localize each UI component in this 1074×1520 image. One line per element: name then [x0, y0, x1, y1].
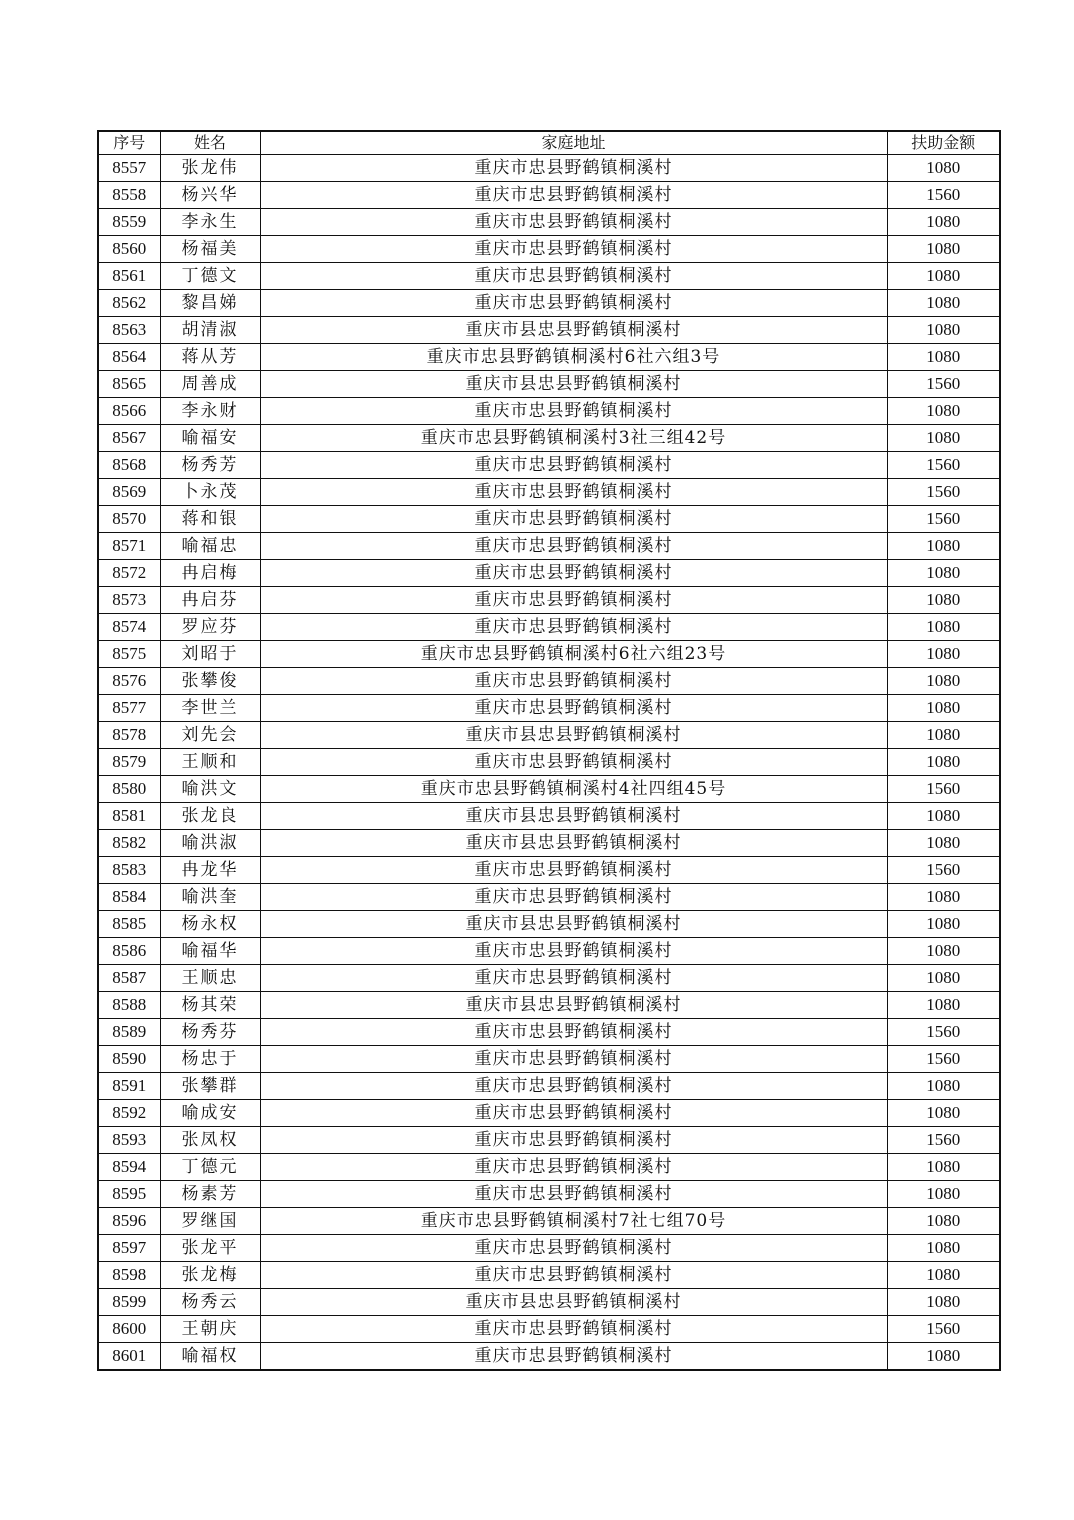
table-row [98, 236, 1000, 263]
table-row [98, 1046, 1000, 1073]
amount-cell: 1080 [887, 263, 1000, 290]
amount-cell: 1080 [887, 1181, 1000, 1208]
address-cell: 重庆市忠县野鹤镇桐溪村 [260, 1262, 887, 1289]
serial-number-cell: 8591 [98, 1073, 160, 1100]
address-cell: 重庆市忠县野鹤镇桐溪村3社三组42号 [260, 425, 887, 452]
serial-number-cell: 8575 [98, 641, 160, 668]
name-cell: 丁德元 [160, 1154, 260, 1181]
name-cell: 杨兴华 [160, 182, 260, 209]
table-row [98, 668, 1000, 695]
serial-number-cell: 8573 [98, 587, 160, 614]
amount-cell: 1560 [887, 452, 1000, 479]
table-row [98, 884, 1000, 911]
address-cell: 重庆市忠县野鹤镇桐溪村 [260, 1181, 887, 1208]
serial-number-cell: 8568 [98, 452, 160, 479]
amount-cell: 1080 [887, 236, 1000, 263]
table-row [98, 776, 1000, 803]
table-row [98, 290, 1000, 317]
header-serial-number: 序号 [98, 131, 160, 155]
address-cell: 重庆市县忠县野鹤镇桐溪村 [260, 1289, 887, 1316]
table-row [98, 371, 1000, 398]
name-cell: 张龙平 [160, 1235, 260, 1262]
serial-number-cell: 8558 [98, 182, 160, 209]
table-row [98, 560, 1000, 587]
serial-number-cell: 8583 [98, 857, 160, 884]
serial-number-cell: 8560 [98, 236, 160, 263]
serial-number-cell: 8574 [98, 614, 160, 641]
amount-cell: 1080 [887, 425, 1000, 452]
address-cell: 重庆市县忠县野鹤镇桐溪村 [260, 911, 887, 938]
name-cell: 张攀俊 [160, 668, 260, 695]
address-cell: 重庆市忠县野鹤镇桐溪村 [260, 209, 887, 236]
serial-number-cell: 8565 [98, 371, 160, 398]
amount-cell: 1080 [887, 911, 1000, 938]
name-cell: 冉启芬 [160, 587, 260, 614]
serial-number-cell: 8582 [98, 830, 160, 857]
table-row [98, 911, 1000, 938]
table-row [98, 1262, 1000, 1289]
table-row [98, 992, 1000, 1019]
address-cell: 重庆市忠县野鹤镇桐溪村 [260, 1343, 887, 1371]
amount-cell: 1080 [887, 884, 1000, 911]
address-cell: 重庆市忠县野鹤镇桐溪村 [260, 263, 887, 290]
address-cell: 重庆市忠县野鹤镇桐溪村 [260, 155, 887, 182]
name-cell: 喻福华 [160, 938, 260, 965]
table-row [98, 1181, 1000, 1208]
address-cell: 重庆市忠县野鹤镇桐溪村 [260, 560, 887, 587]
address-cell: 重庆市县忠县野鹤镇桐溪村 [260, 722, 887, 749]
serial-number-cell: 8559 [98, 209, 160, 236]
address-cell: 重庆市忠县野鹤镇桐溪村4社四组45号 [260, 776, 887, 803]
amount-cell: 1080 [887, 695, 1000, 722]
address-cell: 重庆市忠县野鹤镇桐溪村7社七组70号 [260, 1208, 887, 1235]
amount-cell: 1080 [887, 1289, 1000, 1316]
serial-number-cell: 8589 [98, 1019, 160, 1046]
serial-number-cell: 8600 [98, 1316, 160, 1343]
name-cell: 张龙伟 [160, 155, 260, 182]
serial-number-cell: 8593 [98, 1127, 160, 1154]
table-row [98, 1127, 1000, 1154]
name-cell: 杨忠于 [160, 1046, 260, 1073]
table-row [98, 803, 1000, 830]
address-cell: 重庆市忠县野鹤镇桐溪村 [260, 1046, 887, 1073]
amount-cell: 1080 [887, 317, 1000, 344]
address-cell: 重庆市忠县野鹤镇桐溪村6社六组3号 [260, 344, 887, 371]
amount-cell: 1560 [887, 506, 1000, 533]
amount-cell: 1560 [887, 776, 1000, 803]
name-cell: 王顺忠 [160, 965, 260, 992]
table-row [98, 587, 1000, 614]
table-row [98, 344, 1000, 371]
serial-number-cell: 8592 [98, 1100, 160, 1127]
name-cell: 喻福权 [160, 1343, 260, 1371]
amount-cell: 1080 [887, 1343, 1000, 1371]
address-cell: 重庆市忠县野鹤镇桐溪村 [260, 1019, 887, 1046]
serial-number-cell: 8563 [98, 317, 160, 344]
table-row [98, 209, 1000, 236]
name-cell: 冉龙华 [160, 857, 260, 884]
address-cell: 重庆市忠县野鹤镇桐溪村 [260, 1235, 887, 1262]
amount-cell: 1080 [887, 560, 1000, 587]
name-cell: 李世兰 [160, 695, 260, 722]
name-cell: 杨其荣 [160, 992, 260, 1019]
name-cell: 李永财 [160, 398, 260, 425]
serial-number-cell: 8561 [98, 263, 160, 290]
serial-number-cell: 8579 [98, 749, 160, 776]
serial-number-cell: 8586 [98, 938, 160, 965]
amount-cell: 1080 [887, 614, 1000, 641]
serial-number-cell: 8590 [98, 1046, 160, 1073]
serial-number-cell: 8584 [98, 884, 160, 911]
name-cell: 冉启梅 [160, 560, 260, 587]
name-cell: 张凤权 [160, 1127, 260, 1154]
name-cell: 张攀群 [160, 1073, 260, 1100]
name-cell: 喻福安 [160, 425, 260, 452]
address-cell: 重庆市忠县野鹤镇桐溪村 [260, 506, 887, 533]
table-row [98, 1316, 1000, 1343]
table-row [98, 1100, 1000, 1127]
address-cell: 重庆市忠县野鹤镇桐溪村 [260, 614, 887, 641]
amount-cell: 1080 [887, 1208, 1000, 1235]
name-cell: 黎昌娣 [160, 290, 260, 317]
amount-cell: 1560 [887, 479, 1000, 506]
serial-number-cell: 8564 [98, 344, 160, 371]
address-cell: 重庆市县忠县野鹤镇桐溪村 [260, 830, 887, 857]
amount-cell: 1080 [887, 290, 1000, 317]
name-cell: 喻福忠 [160, 533, 260, 560]
table-row [98, 398, 1000, 425]
serial-number-cell: 8562 [98, 290, 160, 317]
amount-cell: 1080 [887, 209, 1000, 236]
address-cell: 重庆市县忠县野鹤镇桐溪村 [260, 992, 887, 1019]
name-cell: 胡清淑 [160, 317, 260, 344]
table-row [98, 317, 1000, 344]
name-cell: 张龙梅 [160, 1262, 260, 1289]
table-row [98, 479, 1000, 506]
name-cell: 喻洪淑 [160, 830, 260, 857]
serial-number-cell: 8569 [98, 479, 160, 506]
table-row [98, 425, 1000, 452]
name-cell: 刘昭于 [160, 641, 260, 668]
address-cell: 重庆市忠县野鹤镇桐溪村 [260, 236, 887, 263]
address-cell: 重庆市忠县野鹤镇桐溪村 [260, 1154, 887, 1181]
table-row [98, 749, 1000, 776]
name-cell: 杨福美 [160, 236, 260, 263]
amount-cell: 1080 [887, 533, 1000, 560]
name-cell: 王顺和 [160, 749, 260, 776]
name-cell: 李永生 [160, 209, 260, 236]
header-name: 姓名 [160, 131, 260, 155]
amount-cell: 1080 [887, 1235, 1000, 1262]
address-cell: 重庆市忠县野鹤镇桐溪村 [260, 1127, 887, 1154]
name-cell: 喻洪奎 [160, 884, 260, 911]
name-cell: 喻洪文 [160, 776, 260, 803]
address-cell: 重庆市忠县野鹤镇桐溪村 [260, 182, 887, 209]
serial-number-cell: 8578 [98, 722, 160, 749]
address-cell: 重庆市忠县野鹤镇桐溪村 [260, 965, 887, 992]
amount-cell: 1560 [887, 371, 1000, 398]
name-cell: 蒋从芳 [160, 344, 260, 371]
name-cell: 丁德文 [160, 263, 260, 290]
name-cell: 卜永茂 [160, 479, 260, 506]
amount-cell: 1080 [887, 1073, 1000, 1100]
address-cell: 重庆市忠县野鹤镇桐溪村 [260, 1073, 887, 1100]
amount-cell: 1080 [887, 803, 1000, 830]
amount-cell: 1560 [887, 182, 1000, 209]
serial-number-cell: 8566 [98, 398, 160, 425]
name-cell: 杨永权 [160, 911, 260, 938]
table-row [98, 533, 1000, 560]
address-cell: 重庆市忠县野鹤镇桐溪村 [260, 479, 887, 506]
header-home-address: 家庭地址 [260, 131, 887, 155]
amount-cell: 1080 [887, 830, 1000, 857]
serial-number-cell: 8577 [98, 695, 160, 722]
table-row [98, 857, 1000, 884]
amount-cell: 1080 [887, 587, 1000, 614]
amount-cell: 1080 [887, 1262, 1000, 1289]
amount-cell: 1080 [887, 155, 1000, 182]
table-row [98, 695, 1000, 722]
name-cell: 王朝庆 [160, 1316, 260, 1343]
serial-number-cell: 8596 [98, 1208, 160, 1235]
amount-cell: 1560 [887, 1046, 1000, 1073]
table-row [98, 938, 1000, 965]
table-row [98, 722, 1000, 749]
name-cell: 杨素芳 [160, 1181, 260, 1208]
serial-number-cell: 8571 [98, 533, 160, 560]
serial-number-cell: 8576 [98, 668, 160, 695]
table-header [98, 131, 1000, 155]
serial-number-cell: 8581 [98, 803, 160, 830]
name-cell: 杨秀芬 [160, 1019, 260, 1046]
amount-cell: 1080 [887, 641, 1000, 668]
address-cell: 重庆市忠县野鹤镇桐溪村 [260, 1100, 887, 1127]
table-row [98, 641, 1000, 668]
address-cell: 重庆市忠县野鹤镇桐溪村 [260, 668, 887, 695]
address-cell: 重庆市忠县野鹤镇桐溪村 [260, 938, 887, 965]
name-cell: 周善成 [160, 371, 260, 398]
amount-cell: 1560 [887, 1127, 1000, 1154]
address-cell: 重庆市县忠县野鹤镇桐溪村 [260, 371, 887, 398]
address-cell: 重庆市忠县野鹤镇桐溪村 [260, 533, 887, 560]
table-row [98, 263, 1000, 290]
serial-number-cell: 8597 [98, 1235, 160, 1262]
table-row [98, 182, 1000, 209]
serial-number-cell: 8585 [98, 911, 160, 938]
table-row [98, 1154, 1000, 1181]
serial-number-cell: 8587 [98, 965, 160, 992]
amount-cell: 1080 [887, 398, 1000, 425]
name-cell: 蒋和银 [160, 506, 260, 533]
serial-number-cell: 8599 [98, 1289, 160, 1316]
serial-number-cell: 8601 [98, 1343, 160, 1371]
address-cell: 重庆市县忠县野鹤镇桐溪村 [260, 317, 887, 344]
name-cell: 杨秀云 [160, 1289, 260, 1316]
serial-number-cell: 8567 [98, 425, 160, 452]
amount-cell: 1560 [887, 1019, 1000, 1046]
serial-number-cell: 8598 [98, 1262, 160, 1289]
address-cell: 重庆市忠县野鹤镇桐溪村 [260, 1316, 887, 1343]
table-row [98, 1073, 1000, 1100]
table-row [98, 1208, 1000, 1235]
table-row [98, 1343, 1000, 1371]
name-cell: 喻成安 [160, 1100, 260, 1127]
serial-number-cell: 8594 [98, 1154, 160, 1181]
table-row [98, 452, 1000, 479]
address-cell: 重庆市忠县野鹤镇桐溪村6社六组23号 [260, 641, 887, 668]
name-cell: 罗继国 [160, 1208, 260, 1235]
address-cell: 重庆市忠县野鹤镇桐溪村 [260, 695, 887, 722]
address-cell: 重庆市县忠县野鹤镇桐溪村 [260, 803, 887, 830]
table-row [98, 614, 1000, 641]
amount-cell: 1080 [887, 1154, 1000, 1181]
serial-number-cell: 8595 [98, 1181, 160, 1208]
serial-number-cell: 8557 [98, 155, 160, 182]
table-row [98, 1019, 1000, 1046]
name-cell: 张龙良 [160, 803, 260, 830]
amount-cell: 1080 [887, 938, 1000, 965]
address-cell: 重庆市忠县野鹤镇桐溪村 [260, 398, 887, 425]
table-row [98, 965, 1000, 992]
address-cell: 重庆市忠县野鹤镇桐溪村 [260, 452, 887, 479]
assistance-roster-table [97, 130, 1001, 1371]
name-cell: 刘先会 [160, 722, 260, 749]
amount-cell: 1560 [887, 1316, 1000, 1343]
amount-cell: 1080 [887, 722, 1000, 749]
amount-cell: 1080 [887, 668, 1000, 695]
amount-cell: 1560 [887, 857, 1000, 884]
name-cell: 罗应芬 [160, 614, 260, 641]
serial-number-cell: 8588 [98, 992, 160, 1019]
table-row [98, 1235, 1000, 1262]
address-cell: 重庆市忠县野鹤镇桐溪村 [260, 749, 887, 776]
table-body [98, 155, 1000, 1371]
amount-cell: 1080 [887, 992, 1000, 1019]
amount-cell: 1080 [887, 965, 1000, 992]
amount-cell: 1080 [887, 1100, 1000, 1127]
serial-number-cell: 8572 [98, 560, 160, 587]
header-row [98, 131, 1000, 155]
table-row [98, 830, 1000, 857]
header-assistance-amount: 扶助金额 [887, 131, 1000, 155]
address-cell: 重庆市忠县野鹤镇桐溪村 [260, 290, 887, 317]
address-cell: 重庆市忠县野鹤镇桐溪村 [260, 857, 887, 884]
serial-number-cell: 8580 [98, 776, 160, 803]
name-cell: 杨秀芳 [160, 452, 260, 479]
amount-cell: 1080 [887, 749, 1000, 776]
table-row [98, 155, 1000, 182]
address-cell: 重庆市忠县野鹤镇桐溪村 [260, 587, 887, 614]
table-row [98, 1289, 1000, 1316]
address-cell: 重庆市忠县野鹤镇桐溪村 [260, 884, 887, 911]
amount-cell: 1080 [887, 344, 1000, 371]
serial-number-cell: 8570 [98, 506, 160, 533]
table-row [98, 506, 1000, 533]
